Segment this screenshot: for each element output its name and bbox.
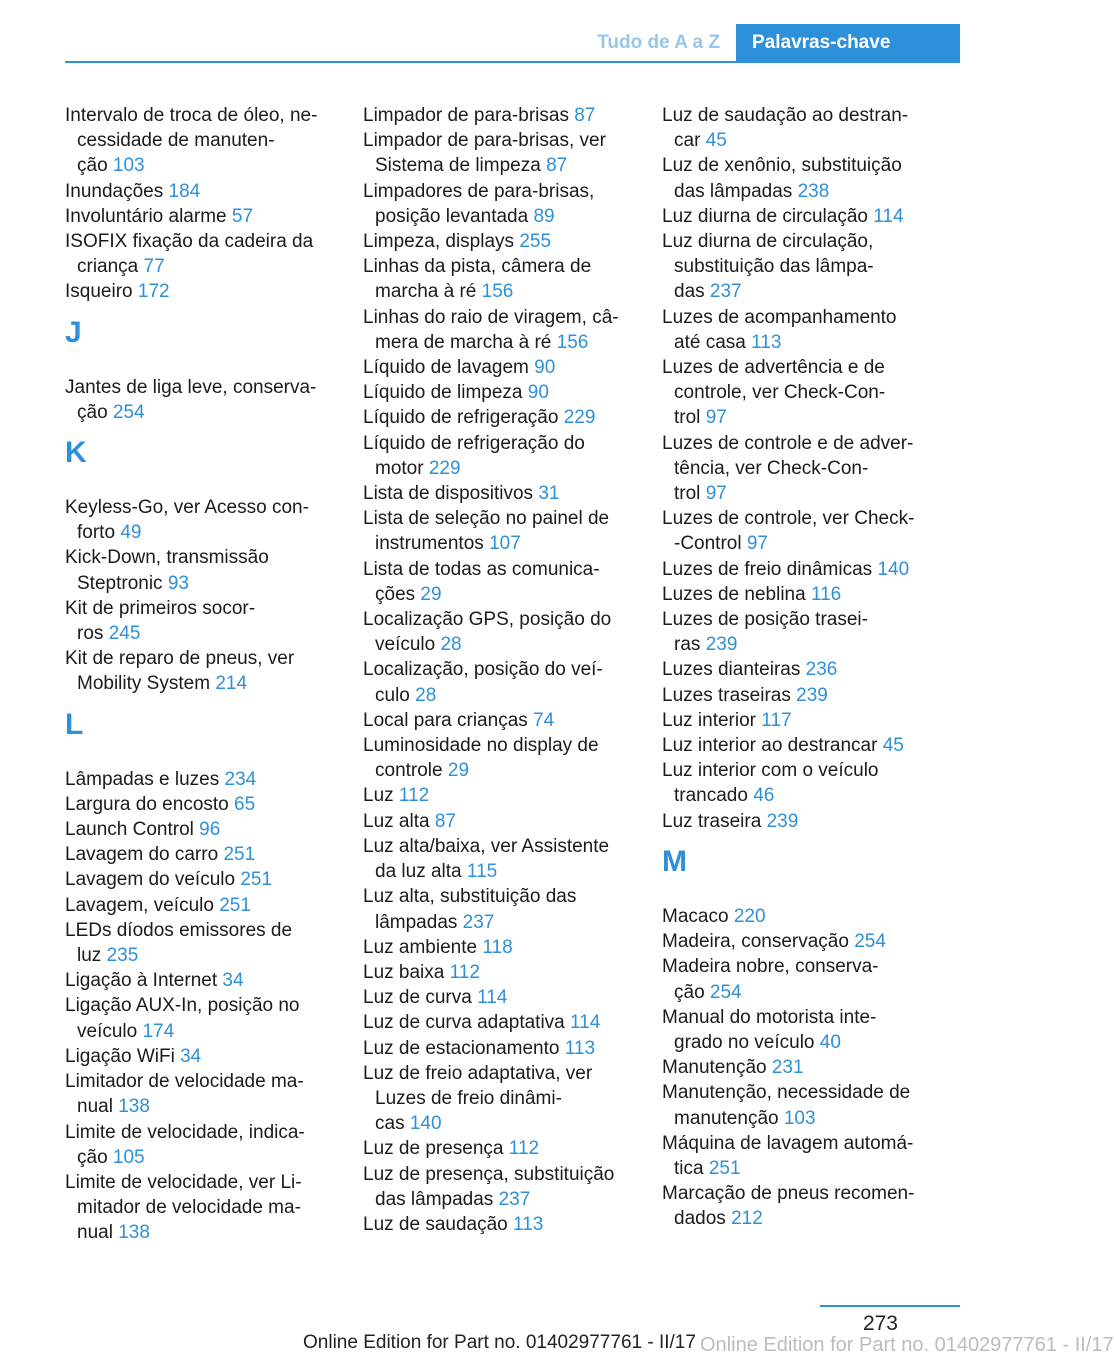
page-reference-link[interactable]: 113 [564,1037,596,1059]
page-header [0,0,960,62]
index-entry [662,733,952,758]
index-entry-text: Manutenção [662,1057,767,1079]
index-entry-text: nual [77,1222,113,1244]
index-entry [363,103,653,128]
index-entry [662,683,952,708]
index-entry-text: Luz alta [363,810,430,832]
index-entry-text: marcha à ré [375,281,477,303]
page-reference-link[interactable]: 239 [796,684,828,706]
index-entry-text: Limite de velocidade, ver Li‐ [65,1171,302,1193]
page-reference-link[interactable]: 140 [877,558,910,580]
index-entry [65,1170,355,1246]
index-entry-text: Localização GPS, posição do [363,609,612,631]
page-reference-link[interactable]: 97 [705,407,727,429]
index-entry [662,954,952,1004]
page-reference-link[interactable]: 93 [167,572,189,594]
page-reference-link[interactable]: 235 [106,945,139,967]
index-entry [363,506,653,556]
index-entry [662,582,952,607]
index-entry-text: até casa [674,331,746,353]
index-entry-text: Lavagem do carro [65,844,219,866]
index-entry-text: lâmpadas [375,911,458,933]
index-entry-text: Jantes de liga leve, conserva‐ [65,376,317,398]
index-entry [363,783,653,808]
index-entry-text: Launch Control [65,819,194,841]
index-entry-text: manutenção [674,1107,779,1129]
page-reference-link[interactable]: 184 [168,180,201,202]
index-entry [662,204,952,229]
index-entry-text: criança [77,256,139,278]
index-entry-text: Luz [363,785,394,807]
page-reference-link[interactable]: 112 [398,785,430,807]
index-entry-text: motor [375,457,424,479]
index-entry-text: Ligação à Internet [65,970,218,992]
page-reference-link[interactable]: 229 [428,457,461,479]
index-entry-text: Manutenção, necessidade de [662,1082,911,1104]
index-entry [363,229,653,254]
section-letter: J [65,315,82,349]
index-entry-text: Limpadores de para-brisas, [363,180,595,202]
index-entry-text: Luz de curva adaptativa [363,1012,565,1034]
index-entry-text: Líquido de refrigeração do [363,432,585,454]
index-entry [65,646,355,696]
page-reference-link[interactable]: 77 [143,256,165,278]
index-entry-text: veículo [77,1020,138,1042]
index-entry [662,758,952,808]
page-reference-link[interactable]: 34 [222,970,244,992]
index-entry [363,985,653,1010]
index-entry-text: Máquina de lavagem automá‐ [662,1132,914,1154]
index-entry-text: veículo [375,634,436,656]
index-entry-text: Luz de saudação [363,1213,508,1235]
index-entry [65,179,355,204]
index-entry-text: Lavagem, veículo [65,894,214,916]
index-entry [363,179,653,229]
index-entry-text: Luz interior [662,709,756,731]
index-entry [65,893,355,918]
index-entry [662,657,952,682]
index-entry-text: Luz interior ao destrancar [662,735,878,757]
index-entry-text: Luzes de posição trasei‐ [662,609,868,631]
index-entry [662,1080,952,1130]
page-reference-link[interactable]: 96 [199,819,221,841]
index-entry-text: cessidade de manuten‐ [77,130,275,152]
page-reference-link[interactable]: 89 [533,205,555,227]
page-reference-link[interactable]: 97 [705,483,727,505]
tab-palavras-chave[interactable]: Palavras-chave [736,24,960,62]
index-entry-text: Luz interior com o veículo [662,760,879,782]
index-entry [363,305,653,355]
index-entry-text: Linhas da pista, câmera de [363,256,592,278]
page-reference-link[interactable]: 254 [709,981,742,1003]
index-entry [363,733,653,783]
page-reference-link[interactable]: 34 [180,1045,202,1067]
page-reference-link[interactable]: 74 [533,709,555,731]
page-reference-link[interactable]: 117 [761,709,792,731]
page-reference-link[interactable]: 140 [409,1113,442,1135]
index-entry-text: Limitador de velocidade ma‐ [65,1071,304,1093]
page-reference-link[interactable]: 114 [477,987,508,1009]
index-entry-text: ção [77,1146,108,1168]
page-reference-link[interactable]: 255 [519,231,552,253]
index-entry [65,918,355,968]
index-entry [363,1036,653,1061]
index-entry-text: Ligação AUX-In, posição no [65,995,300,1017]
index-entry [662,355,952,431]
page-reference-link[interactable]: 103 [783,1107,816,1129]
index-entry [662,506,952,556]
index-entry [363,1162,653,1212]
index-entry [65,993,355,1043]
page-reference-link[interactable]: 112 [449,961,480,983]
index-entry [363,1010,653,1035]
index-entry-text: Intervalo de troca de óleo, ne‐ [65,105,318,126]
index-entry-text: trancado [674,785,748,807]
index-entry [363,708,653,733]
index-entry-text: ros [77,623,104,645]
index-entry-text: dados [674,1208,726,1230]
index-entry-text: Localização, posição do veí‐ [363,659,603,681]
index-entry-text: Largura do encosto [65,793,229,815]
page-reference-link[interactable]: 239 [705,634,738,656]
index-entry [363,657,653,707]
index-entry [65,279,355,304]
index-entry-text: Luzes de freio dinâmi‐ [375,1087,562,1109]
index-entry-text: Kit de reparo de pneus, ver [65,648,295,670]
page-reference-link[interactable]: 103 [112,155,145,177]
index-entry [662,557,952,582]
page-reference-link[interactable]: 172 [137,281,170,303]
index-entry-text: Isqueiro [65,281,133,303]
index-entry-text: Luzes dianteiras [662,659,801,681]
index-entry-text: Lista de dispositivos [363,483,534,505]
index-entry-text: trol [674,407,701,429]
index-entry [363,884,653,934]
index-entry-text: Luzes de controle, ver Check‐ [662,508,915,530]
page-reference-link[interactable]: 45 [705,130,727,152]
index-entry-text: ção [77,155,108,177]
index-entry-text: Luz de presença [363,1138,504,1160]
index-entry [363,254,653,304]
index-entry-text: Luzes de acompanhamento [662,306,897,328]
index-entry [662,1181,952,1231]
page-reference-link[interactable]: 174 [142,1020,175,1042]
index-entry [363,935,653,960]
page-reference-link[interactable]: 229 [563,407,596,429]
index-entry [363,481,653,506]
index-entry [363,1136,653,1161]
index-entry [662,153,952,203]
index-entry [363,405,653,430]
index-entry [662,904,952,929]
index-entry [65,229,355,279]
index-entry [363,380,653,405]
page-reference-link[interactable]: 29 [447,760,470,782]
index-entry-text: Local para crianças [363,709,528,731]
index-entry-text: posição levantada [375,205,529,227]
page-reference-link[interactable]: 87 [574,105,596,126]
index-entry-text: Limite de velocidade, indica‐ [65,1121,305,1143]
index-entry-text: Mobility System [77,673,211,695]
index-entry-text: Luz ambiente [363,936,478,958]
page-reference-link[interactable]: 46 [753,785,775,807]
page-reference-link[interactable]: 31 [538,483,560,505]
page-reference-link[interactable]: 87 [434,810,456,832]
page-reference-link[interactable]: 116 [810,583,842,605]
index-entry-text: instrumentos [375,533,484,555]
index-entry [65,867,355,892]
index-entry-text: culo [375,684,410,706]
index-entry-text: Lista de todas as comunica‐ [363,558,600,580]
page-reference-link[interactable]: 113 [751,331,782,353]
index-entry-text: substituição das lâmpa‐ [674,256,874,278]
page-reference-link[interactable]: 138 [118,1096,150,1118]
index-entry [662,1055,952,1080]
index-entry-text: Lâmpadas e luzes [65,768,220,790]
index-entry [363,834,653,884]
index-entry-text: Madeira nobre, conserva‐ [662,956,879,978]
page-reference-link[interactable]: 237 [498,1188,531,1210]
index-entry-text: Luzes de controle e de adver‐ [662,432,914,454]
index-entry [363,960,653,985]
page-reference-link[interactable]: 251 [223,844,256,866]
index-entry-text: Kick-Down, transmissão [65,547,269,569]
section-letter: K [65,436,87,470]
page-reference-link[interactable]: 113 [513,1213,544,1235]
index-entry-text: Luz de freio adaptativa, ver [363,1062,593,1084]
page-reference-link[interactable]: 251 [219,894,251,916]
page-reference-link[interactable]: 28 [415,684,437,706]
index-entry-text: Macaco [662,905,729,927]
page-reference-link[interactable]: 115 [466,861,498,883]
page-reference-link[interactable]: 220 [733,905,766,927]
index-entry [662,103,952,153]
index-entry-text: controle, ver Check-Con‐ [674,382,886,404]
page-reference-link[interactable]: 97 [746,533,768,555]
page-reference-link[interactable]: 251 [708,1157,741,1179]
index-entry-text: da luz alta [375,861,462,883]
index-entry-text: Líquido de refrigeração [363,407,559,429]
index-entry [662,708,952,733]
index-entry [65,596,355,646]
page-reference-link[interactable]: 90 [527,382,549,404]
index-entry [363,128,653,178]
page-reference-link[interactable]: 114 [873,205,904,227]
index-entry-text: Luzes traseiras [662,684,791,706]
index-entry [662,1005,952,1055]
index-entry [65,968,355,993]
index-entry-text: Luz de saudação ao destran‐ [662,105,909,126]
index-entry [662,305,952,355]
index-entry-text: Limpador de para-brisas [363,105,569,126]
tab-tudo-de-a-a-z[interactable]: Tudo de A a Z [597,32,720,53]
index-entry-text: Luzes de advertência e de [662,357,885,379]
page-reference-link[interactable]: 114 [570,1012,601,1034]
page-reference-link[interactable]: 65 [234,793,256,815]
index-entry-text: Kit de primeiros socor‐ [65,597,256,619]
index-entry-text: nual [77,1096,113,1118]
index-entry [363,1061,653,1137]
section-letter: L [65,707,84,741]
index-entry [65,842,355,867]
index-entry-text: controle [375,760,443,782]
watermark: Online Edition for Part no. 01402977761 - II/17 [700,1334,1114,1356]
index-entry-text: Manual do motorista inte‐ [662,1006,877,1028]
index-entry-text: car [674,130,701,152]
index-entry-text: ção [77,401,108,423]
index-entry-text: Luz de xenônio, substituição [662,155,902,177]
page-number-divider [820,1305,960,1307]
index-entry-text: mitador de velocidade ma‐ [77,1197,301,1219]
index-entry-text: forto [77,522,116,544]
index-entry [662,929,952,954]
page-reference-link[interactable]: 40 [819,1031,841,1053]
page-reference-link[interactable]: 238 [797,180,830,202]
index-entry [662,229,952,305]
index-entry [65,817,355,842]
index-entry-text: trol [674,483,701,505]
index-entry-text: Lavagem do veículo [65,869,236,891]
index-entry-text: Luz baixa [363,961,445,983]
index-entry-text: Luz traseira [662,810,762,832]
page-reference-link[interactable]: 214 [215,673,248,695]
page-reference-link[interactable]: 236 [805,659,838,681]
index-entry [65,1069,355,1119]
index-entry-text: Limpador de para-brisas, ver [363,130,606,152]
index-entry-text: ção [674,981,705,1003]
index-entry-text: tica [674,1157,704,1179]
index-entry-text: Luz de curva [363,987,472,1009]
page-reference-link[interactable]: 212 [731,1208,763,1230]
index-entry [363,557,653,607]
index-entry-text: Luzes de freio dinâmicas [662,558,873,580]
page-reference-link[interactable]: 237 [462,911,495,933]
index-entry [65,792,355,817]
index-entry [65,1044,355,1069]
page-reference-link[interactable]: 234 [224,768,257,790]
page-reference-link[interactable]: 29 [420,583,442,605]
index-entry [65,375,355,425]
page-reference-link[interactable]: 251 [240,869,273,891]
index-entry-text: Luz de presença, substituição [363,1163,615,1185]
index-entry-text: das lâmpadas [375,1188,494,1210]
page-reference-link[interactable]: 28 [440,634,462,656]
index-entry [363,1212,653,1237]
index-entry [363,355,653,380]
index-entry-text: Ligação WiFi [65,1045,175,1067]
index-entry [65,204,355,229]
index-entry-text: cas [375,1113,405,1135]
section-letter: M [662,844,687,878]
index-entry-text: Linhas do raio de viragem, câ‐ [363,306,619,328]
index-column-1 [65,103,355,1246]
page-reference-link[interactable]: 118 [482,936,513,958]
index-entry [65,495,355,545]
page-reference-link[interactable]: 107 [489,533,521,555]
page-reference-link[interactable]: 90 [534,357,556,379]
index-entry-text: Líquido de lavagem [363,357,529,379]
index-entry-text: Luz de estacionamento [363,1037,560,1059]
index-entry-text: tência, ver Check-Con‐ [674,457,869,479]
index-entry-text: Luz alta/baixa, ver Assistente [363,835,610,857]
index-entry-text: Luz diurna de circulação [662,205,868,227]
index-entry-text: Inundações [65,180,164,202]
index-entry-text: Luminosidade no display de [363,735,599,757]
index-entry-text: Marcação de pneus recomen‐ [662,1183,915,1205]
index-entry-text: Madeira, conservação [662,931,849,953]
page-number: 273 [862,1312,898,1335]
index-entry-text: Keyless-Go, ver Acesso con‐ [65,497,309,519]
index-entry-text: Luzes de neblina [662,583,806,605]
index-entry [662,1131,952,1181]
index-entry-text: mera de marcha à ré [375,331,552,353]
page-reference-link[interactable]: 49 [120,522,142,544]
index-entry-text: Sistema de limpeza [375,155,541,177]
page-reference-link[interactable]: 239 [766,810,799,832]
page-reference-link[interactable]: 237 [709,281,742,303]
index-entry-text: luz [77,945,102,967]
header-divider [65,61,960,63]
page-reference-link[interactable]: 254 [854,931,886,953]
page-reference-link[interactable]: 57 [231,205,254,227]
index-column-2 [363,103,653,1237]
index-entry-text: Luz alta, substituição das [363,886,577,908]
index-entry-text: LEDs díodos emissores de [65,919,293,941]
index-entry [363,607,653,657]
index-entry-text: Involuntário alarme [65,205,227,227]
page-reference-link[interactable]: 156 [556,331,589,353]
index-column-3 [662,103,952,1232]
page-reference-link[interactable]: 105 [112,1146,145,1168]
page-reference-link[interactable]: 156 [481,281,514,303]
index-entry-text: das [674,281,705,303]
index-entry-text: ISOFIX fixação da cadeira da [65,231,314,253]
index-entry-text: das lâmpadas [674,180,793,202]
index-entry-text: grado no veículo [674,1031,815,1053]
index-entry-text: -Control [674,533,742,555]
index-entry [363,431,653,481]
page-reference-link[interactable]: 231 [771,1057,804,1079]
page-reference-link[interactable]: 254 [112,401,145,423]
index-entry [363,809,653,834]
index-entry [65,545,355,595]
page-reference-link[interactable]: 45 [882,735,904,757]
page-reference-link[interactable]: 245 [108,623,141,645]
edition-footer: Online Edition for Part no. 01402977761 - II/17 [303,1332,696,1353]
index-entry-text: ras [674,634,701,656]
index-entry [65,767,355,792]
index-entry [65,1120,355,1170]
page-reference-link[interactable]: 87 [546,155,568,177]
index-entry-text: Steptronic [77,572,163,594]
index-entry-text: Luz diurna de circulação, [662,231,874,253]
index-entry [65,103,355,179]
page-reference-link[interactable]: 138 [118,1222,150,1244]
index-entry-text: ções [375,583,416,605]
page-reference-link[interactable]: 112 [508,1138,540,1160]
index-entry-text: Limpeza, displays [363,231,515,253]
index-entry [662,431,952,507]
index-entry-text: Líquido de limpeza [363,382,523,404]
index-entry-text: Lista de seleção no painel de [363,508,610,530]
index-entry [662,809,952,834]
index-entry [662,607,952,657]
